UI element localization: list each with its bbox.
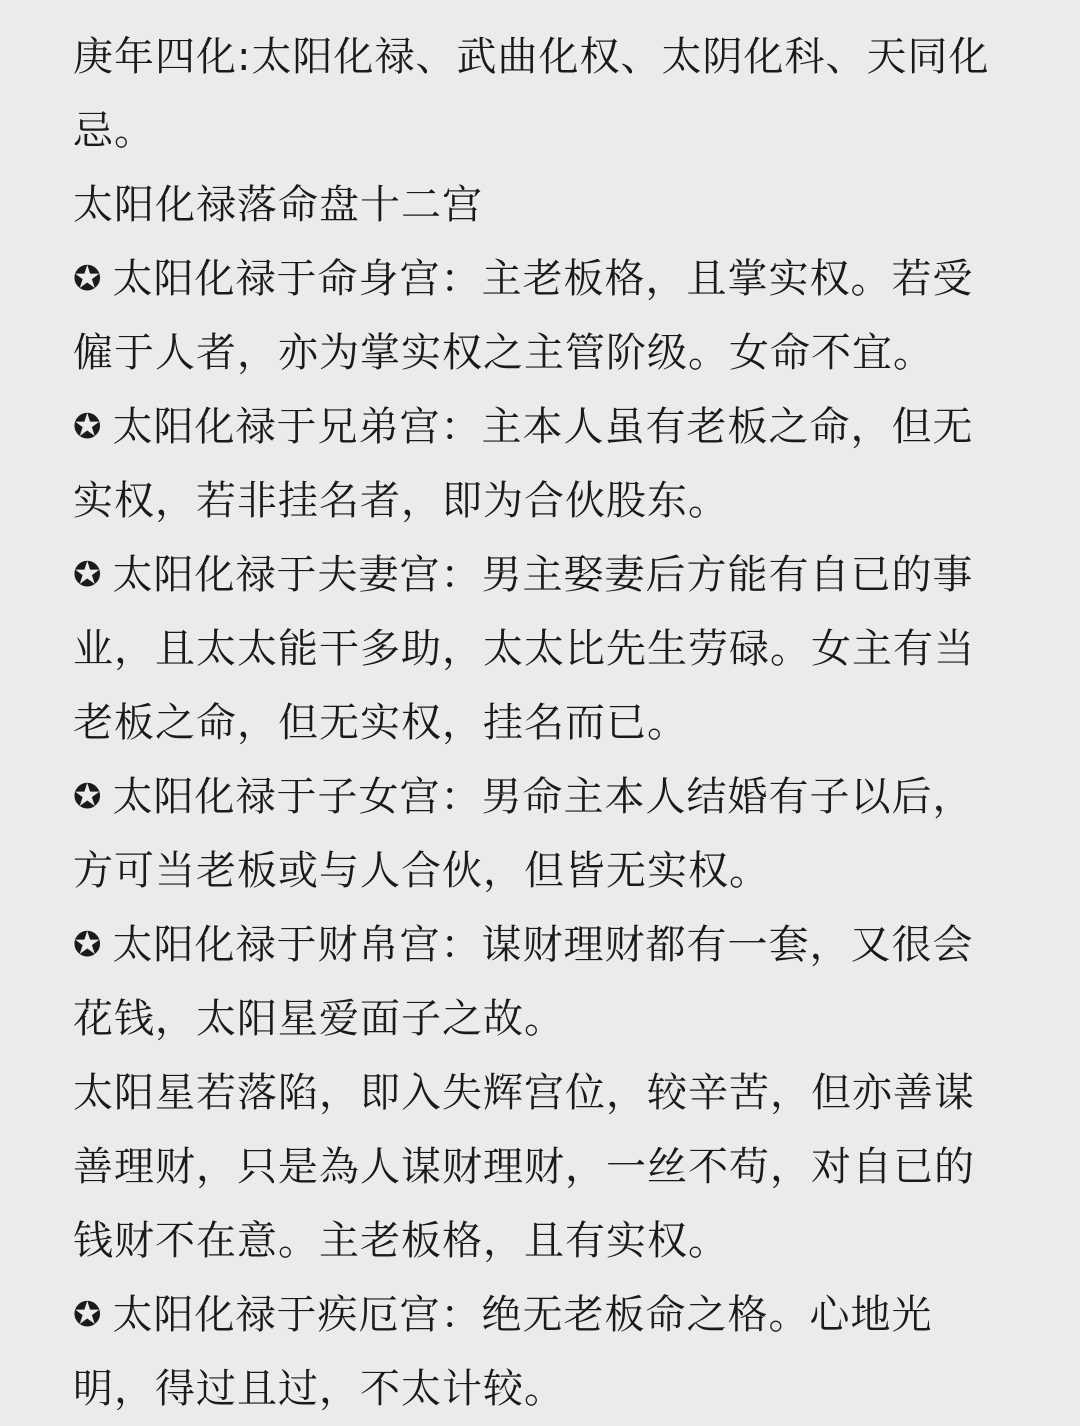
list-item [73, 760, 996, 908]
list-item [73, 908, 996, 1056]
list-item-text: 太阳化禄于疾厄宫：绝无老板命之格。心地光明，得过且过，不太计较。 [73, 1292, 933, 1412]
intro-paragraph: 庚年四化:太阳化禄、武曲化权、太阴化科、天同化忌。 [73, 34, 990, 154]
list-item [73, 1278, 996, 1426]
list-item [73, 538, 996, 760]
note-paragraph: 太阳星若落陷，即入失辉宫位，较辛苦，但亦善谋善理财，只是為人谋财理财，一丝不苟，对自已的钱财不在意。主老板格，且有实权。 [73, 1070, 975, 1264]
list-item-text: 太阳化禄于兄弟宫：主本人虽有老板之命，但无实权，若非挂名者，即为合伙股东。 [73, 404, 974, 524]
list-item [73, 242, 996, 390]
star-bullet-icon: ✪ [73, 555, 103, 595]
star-bullet-icon: ✪ [73, 925, 103, 965]
section-heading: 太阳化禄落命盘十二宫 [73, 182, 483, 228]
list-item-text: 太阳化禄于财帛宫：谋财理财都有一套，又很会花钱，太阳星爱面子之故。 [73, 922, 974, 1042]
list-item [73, 390, 996, 538]
star-bullet-icon: ✪ [73, 777, 103, 817]
list-item-text: 太阳化禄于命身宫：主老板格，且掌实权。若受僱于人者，亦为掌实权之主管阶级。女命不宜。 [73, 256, 974, 376]
star-bullet-icon: ✪ [73, 259, 103, 299]
list-item-text: 太阳化禄于子女宫：男命主本人结婚有子以后，方可当老板或与人合伙，但皆无实权。 [73, 774, 974, 894]
list-item-text: 太阳化禄于夫妻宫：男主娶妻后方能有自已的事业，且太太能干多助，太太比先生劳碌。女主有当老板之命，但无实权，挂名而已。 [73, 552, 975, 746]
star-bullet-icon: ✪ [73, 1295, 103, 1335]
star-bullet-icon: ✪ [73, 407, 103, 447]
